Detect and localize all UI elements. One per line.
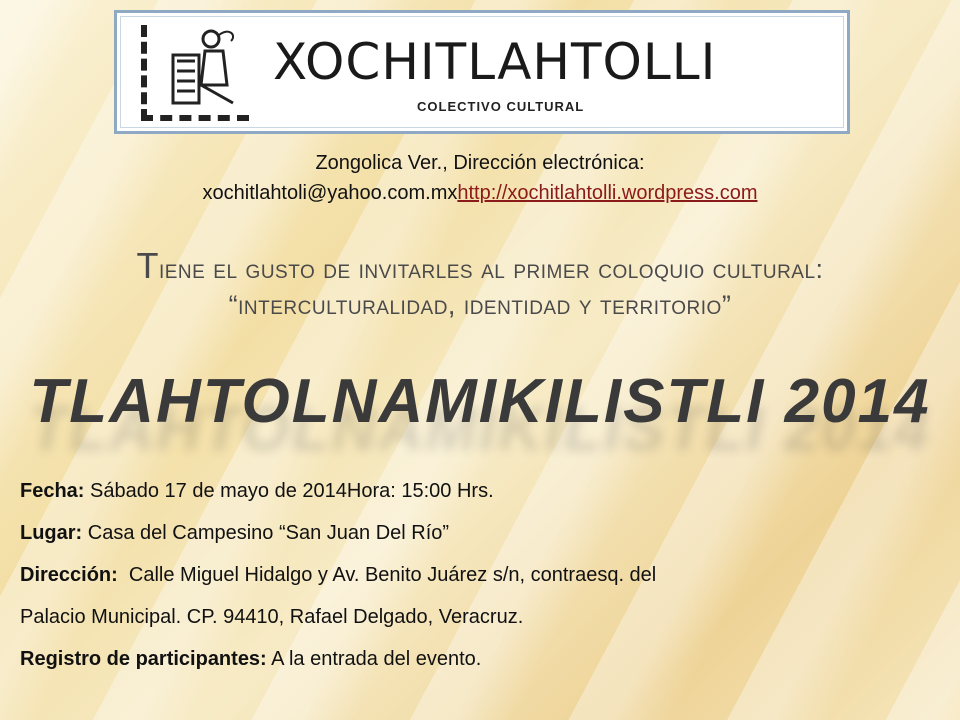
detail-lugar — [20, 520, 950, 546]
direccion-label: Dirección: — [20, 564, 118, 586]
detail-fecha — [20, 478, 950, 504]
logo-subtitle: COLECTIVO CULTURAL — [417, 99, 585, 114]
fecha-label: Fecha: — [20, 480, 85, 502]
logo-banner — [114, 10, 850, 134]
invite-line-1-text: iene el gusto de invitarles al primer coloquio cultural: — [158, 254, 824, 284]
invitation-text — [0, 245, 960, 323]
logo-title: XOCHITLAHTOLLI — [273, 33, 717, 91]
invite-initial: T — [136, 245, 159, 286]
detail-registro — [20, 646, 950, 672]
seated-figure-glyph-icon — [141, 25, 249, 121]
detail-direccion-cont: Palacio Municipal. CP. 94410, Rafael Delgado, Veracruz. — [20, 606, 524, 628]
registro-value: A la entrada del evento. — [266, 648, 482, 670]
registro-label: Registro de participantes: — [20, 648, 267, 670]
invite-line-2: “interculturalidad, identidad y territorio” — [228, 290, 732, 320]
fecha-value: Sábado 17 de mayo de 2014Hora: 15:00 Hrs. — [84, 480, 494, 502]
lugar-value: Casa del Campesino “San Juan Del Río” — [82, 522, 450, 544]
detail-direccion — [20, 562, 950, 588]
lugar-label: Lugar: — [20, 522, 83, 544]
email-text: xochitlahtoli@yahoo.com.mx — [202, 182, 458, 204]
invite-line-1 — [0, 245, 960, 287]
direccion-value: Calle Miguel Hidalgo y Av. Benito Juárez s/n, contraesq. del — [117, 564, 657, 586]
contact-line: Zongolica Ver., Dirección electrónica: — [315, 152, 645, 174]
website-link[interactable]: http://xochitlahtolli.wordpress.com — [457, 182, 758, 204]
contact-block — [0, 148, 960, 208]
contact-links — [0, 178, 960, 208]
event-details — [20, 478, 950, 688]
event-title: TLAHTOLNAMIKILISTLI 2014 — [29, 367, 931, 436]
